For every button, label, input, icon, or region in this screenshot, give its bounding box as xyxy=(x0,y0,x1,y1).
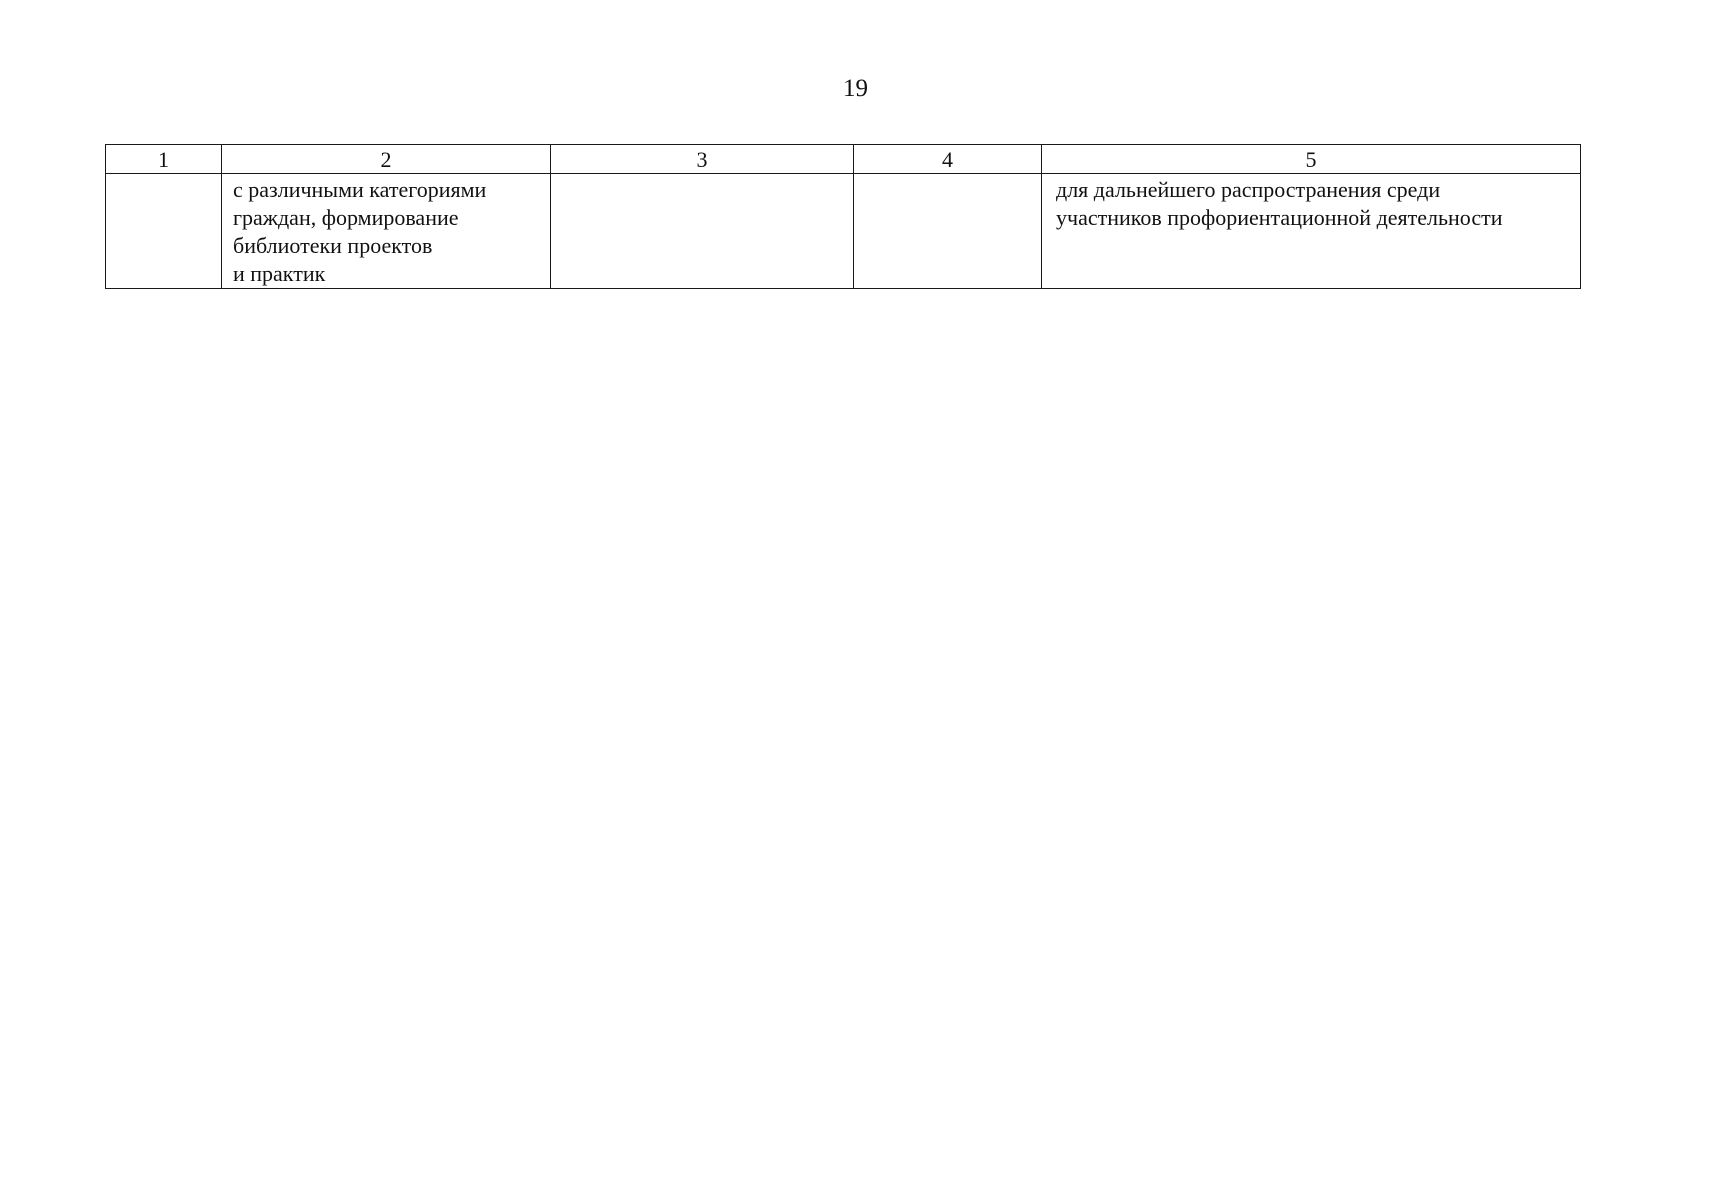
table-cell-col1 xyxy=(106,174,222,289)
column-number-1: 1 xyxy=(106,145,222,174)
table-cell-col3 xyxy=(551,174,854,289)
column-number-2: 2 xyxy=(222,145,551,174)
table-cell-col4 xyxy=(854,174,1042,289)
cell-text: для дальнейшего распространения среди участников профориентационной деятельности xyxy=(1056,177,1503,230)
table-cell-col2 xyxy=(222,174,551,289)
cell-text xyxy=(854,174,1041,176)
continuation-table xyxy=(105,144,1581,289)
table-row xyxy=(106,174,1581,289)
column-number-4: 4 xyxy=(854,145,1042,174)
column-number-5: 5 xyxy=(1042,145,1581,174)
table-header-row xyxy=(106,145,1581,174)
cell-text xyxy=(551,174,853,176)
table-cell-col5 xyxy=(1042,174,1581,289)
cell-text xyxy=(106,174,221,176)
page-number: 19 xyxy=(843,75,868,102)
cell-text: с различными категориями граждан, формирование библиотеки проектов и практик xyxy=(233,177,487,286)
column-number-3: 3 xyxy=(551,145,854,174)
